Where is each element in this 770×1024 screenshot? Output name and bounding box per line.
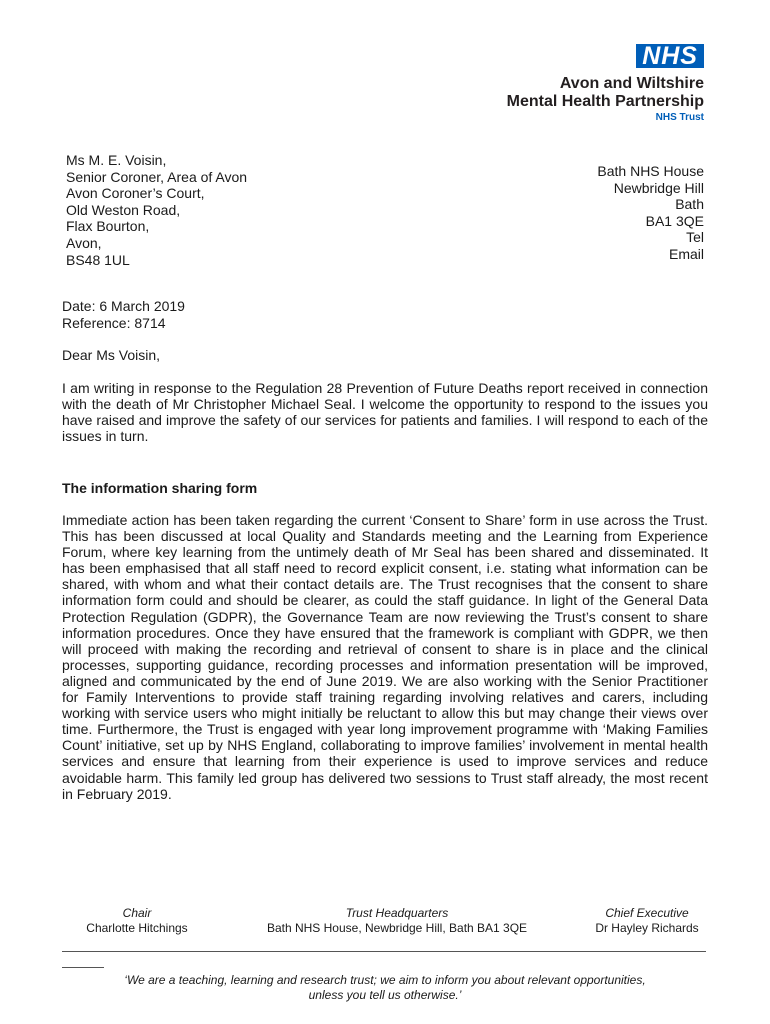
footer-chair-name: Charlotte Hitchings [86, 921, 188, 935]
footer-chief-executive [585, 906, 709, 936]
address-line: Bath [675, 196, 704, 213]
salutation: Dear Ms Voisin, [62, 347, 161, 363]
address-line: Tel [686, 229, 704, 246]
org-trust-label: NHS Trust [655, 112, 704, 123]
footer-tagline [62, 973, 708, 1003]
address-line: Senior Coroner, Area of Avon [66, 168, 248, 185]
footer-chair-title: Chair [122, 906, 152, 920]
footer-ceo-title: Chief Executive [605, 906, 689, 920]
address-line: BA1 3QE [645, 212, 704, 229]
footer-divider-short [62, 967, 104, 968]
tagline-line: ‘We are a teaching, learning and research trust; we aim to inform you about relevant opportunities, [124, 973, 646, 987]
footer-chair [80, 906, 194, 936]
sender-address [597, 163, 704, 263]
tagline-line: unless you tell us otherwise.’ [308, 988, 462, 1002]
footer-divider [62, 951, 706, 952]
recipient-address [66, 152, 247, 268]
footer-ceo-name: Dr Hayley Richards [595, 921, 699, 935]
org-name-line1: Avon and Wiltshire [559, 75, 704, 92]
address-line: Ms M. E. Voisin, [66, 152, 167, 168]
address-line: Avon Coroner’s Court, [66, 185, 205, 202]
address-line: BS48 1UL [66, 251, 130, 268]
footer-hq-address: Bath NHS House, Newbridge Hill, Bath BA1 3QE [266, 921, 528, 935]
address-line: Email [668, 245, 704, 262]
address-line: Old Weston Road, [66, 201, 181, 218]
nhs-logo-mark: NHS [636, 44, 704, 68]
org-name-line2: Mental Health Partnership [506, 93, 704, 110]
section-heading: The information sharing form [62, 480, 258, 496]
nhs-logo [507, 44, 704, 124]
address-line: Bath NHS House [597, 163, 704, 179]
footer-hq-title: Trust Headquarters [345, 906, 449, 920]
intro-paragraph: I am writing in response to the Regulation 28 Prevention of Future Deaths report received in connection with the death of Mr Christopher Michael Seal. I welcome the opportunity to respond to the issues you have raised and improve the safety of our services for patients and families. I will respond to each of the issues in turn. [62, 380, 708, 445]
body-paragraph: Immediate action has been taken regarding the current ‘Consent to Share’ form in use across the Trust. This has been discussed at local Quality and Standards meeting and the Learning from Experience Forum, where key learning from the untimely death of Mr Seal has been shared and disseminated. It has been emphasised that all staff need to record explicit consent, i.e. stating what information can be shared, with whom and what their contact details are. The Trust recognises that the consent to share information form could and should be clearer, as could the staff guidance. In light of the General Data Protection Regulation (GDPR), the Governance Team are now reviewing the Trust’s consent to share information procedures. Once they have ensured that the framework is compliant with GDPR, we then will proceed with making the recording and retrieval of consent to share is in place and the clinical processes, supporting guidance, recording processes and information presentation will be improved, aligned and communicated by the end of June 2019. We are also working with the Senior Practitioner for Family Interventions to provide staff training regarding involving relatives and carers, including working with service users who might initially be reluctant to allow this but may change their views over time. Furthermore, the Trust is engaged with year long improvement programme with ‘Making Families Count’ initiative, set up by NHS England, collaborating to improve families’ involvement in mental health services and ensure that learning from their experience is used to improve services and reduce avoidable harm. This family led group has delivered two sessions to Trust staff already, the most recent in February 2019. [62, 512, 708, 802]
address-line: Flax Bourton, [66, 218, 150, 235]
footer-headquarters [252, 906, 542, 936]
letter-date: Date: 6 March 2019 [62, 298, 185, 314]
address-line: Newbridge Hill [613, 179, 704, 196]
letter-reference: Reference: 8714 [62, 315, 166, 331]
address-line: Avon, [66, 234, 102, 251]
